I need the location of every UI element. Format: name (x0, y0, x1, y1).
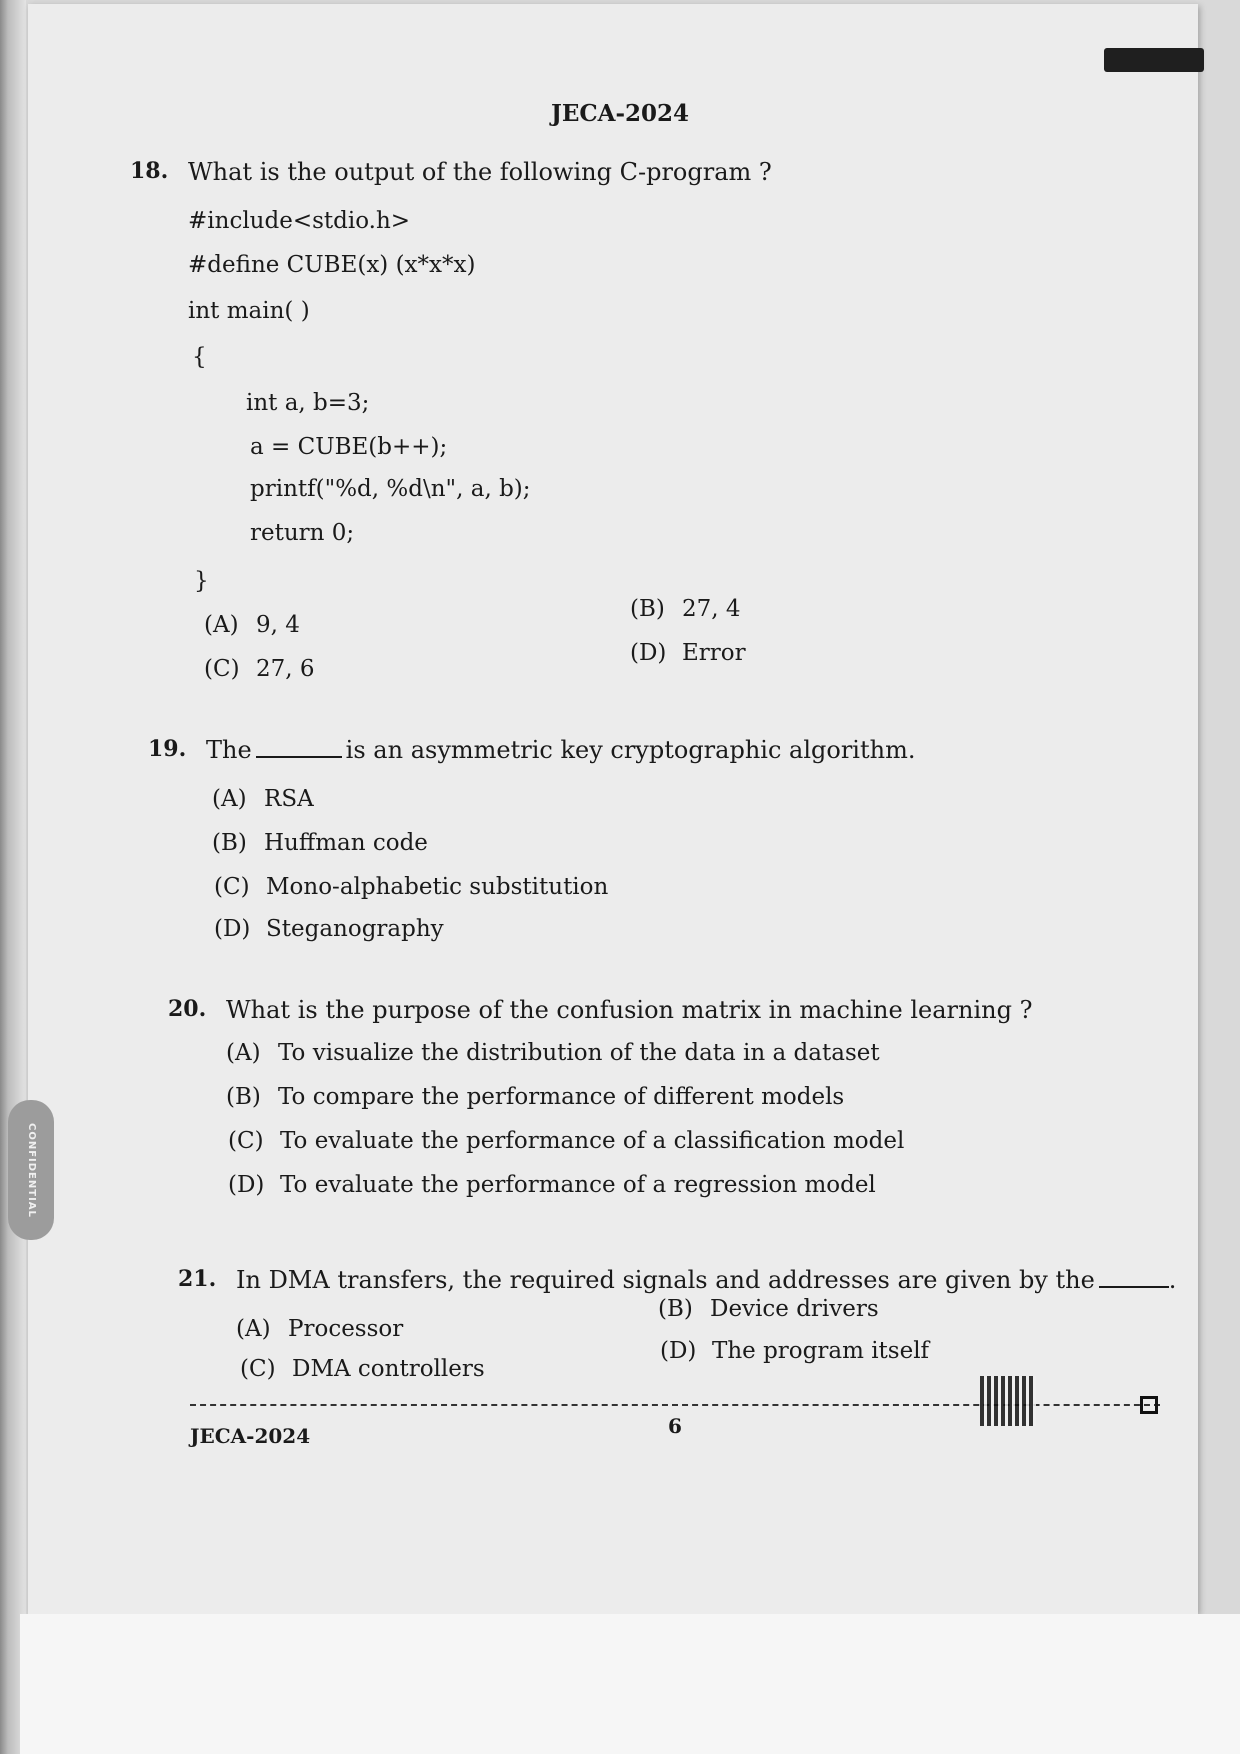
option-label: (C) (214, 874, 250, 900)
question-text (236, 1266, 1176, 1294)
question-text (206, 736, 915, 764)
option-label: (B) (212, 830, 247, 856)
option-d[interactable] (228, 1172, 876, 1198)
question-text-start: The (206, 736, 252, 764)
code-line: return 0; (250, 520, 355, 546)
option-text: Processor (288, 1316, 404, 1342)
option-text: 27, 4 (682, 596, 741, 622)
option-label: (B) (658, 1296, 693, 1322)
exam-sheet (28, 4, 1198, 1614)
option-text: Huffman code (264, 830, 428, 856)
fill-blank (1099, 1286, 1169, 1288)
option-label: (C) (240, 1356, 276, 1382)
option-b[interactable] (658, 1296, 879, 1322)
option-c[interactable] (214, 874, 608, 900)
code-line: #define CUBE(x) (x*x*x) (188, 252, 476, 278)
option-a[interactable] (212, 786, 314, 812)
option-text: The program itself (712, 1338, 930, 1364)
sheet-lower-margin (20, 1614, 1240, 1754)
option-a[interactable] (226, 1040, 880, 1066)
corner-square-icon (1140, 1396, 1158, 1414)
code-line: } (194, 568, 209, 594)
option-label: (D) (660, 1338, 697, 1364)
qr-code-icon (980, 1376, 1036, 1426)
fill-blank (256, 756, 342, 758)
option-label: (C) (228, 1128, 264, 1154)
question-text-body: In DMA transfers, the required signals and addresses are given by the (236, 1266, 1095, 1294)
option-text: 27, 6 (256, 656, 315, 682)
code-line: { (192, 344, 207, 370)
option-text: To evaluate the performance of a regression model (280, 1172, 876, 1198)
option-label: (A) (212, 786, 247, 812)
question-number: 18. (130, 158, 169, 184)
option-c[interactable] (228, 1128, 904, 1154)
option-text: Mono-alphabetic substitution (266, 874, 609, 900)
code-line: #include<stdio.h> (188, 208, 411, 234)
option-d[interactable] (630, 640, 746, 666)
question-text: What is the purpose of the confusion matrix in machine learning ? (226, 996, 1033, 1024)
code-line: int a, b=3; (246, 390, 370, 416)
option-label: (D) (630, 640, 667, 666)
code-line: a = CUBE(b++); (250, 434, 448, 460)
option-label: (A) (204, 612, 239, 638)
code-line: int main( ) (188, 298, 310, 324)
option-text: Error (682, 640, 746, 666)
option-c[interactable] (204, 656, 315, 682)
black-tab-mark (1104, 48, 1204, 72)
code-line: printf("%d, %d\n", a, b); (250, 476, 531, 502)
confidential-seal: CONFIDENTIAL (8, 1100, 54, 1240)
question-text-end: is an asymmetric key cryptographic algorithm. (345, 736, 916, 764)
option-c[interactable] (240, 1356, 485, 1382)
page-header-title: JECA-2024 (550, 100, 690, 127)
option-label: (B) (226, 1084, 261, 1110)
option-label: (A) (226, 1040, 261, 1066)
option-text: To compare the performance of different models (278, 1084, 845, 1110)
question-number: 21. (178, 1266, 217, 1292)
option-b[interactable] (212, 830, 428, 856)
option-label: (C) (204, 656, 240, 682)
scan-edge (0, 0, 26, 1754)
option-label: (D) (214, 916, 251, 942)
option-label: (D) (228, 1172, 265, 1198)
option-b[interactable] (226, 1084, 844, 1110)
option-text: To visualize the distribution of the data in a dataset (278, 1040, 880, 1066)
option-text: RSA (264, 786, 314, 812)
option-text: 9, 4 (256, 612, 300, 638)
question-number: 19. (148, 736, 187, 762)
option-b[interactable] (630, 596, 741, 622)
page-number: 6 (668, 1414, 682, 1438)
option-text: DMA controllers (292, 1356, 485, 1382)
option-text: Steganography (266, 916, 444, 942)
question-number: 20. (168, 996, 207, 1022)
option-label: (B) (630, 596, 665, 622)
question-text: What is the output of the following C-program ? (188, 158, 772, 186)
option-a[interactable] (204, 612, 300, 638)
footer-exam-code: JECA-2024 (190, 1424, 311, 1448)
option-d[interactable] (660, 1338, 929, 1364)
option-a[interactable] (236, 1316, 403, 1342)
question-text-period: . (1168, 1266, 1177, 1294)
option-d[interactable] (214, 916, 444, 942)
option-label: (A) (236, 1316, 271, 1342)
option-text: Device drivers (710, 1296, 879, 1322)
option-text: To evaluate the performance of a classification model (280, 1128, 905, 1154)
